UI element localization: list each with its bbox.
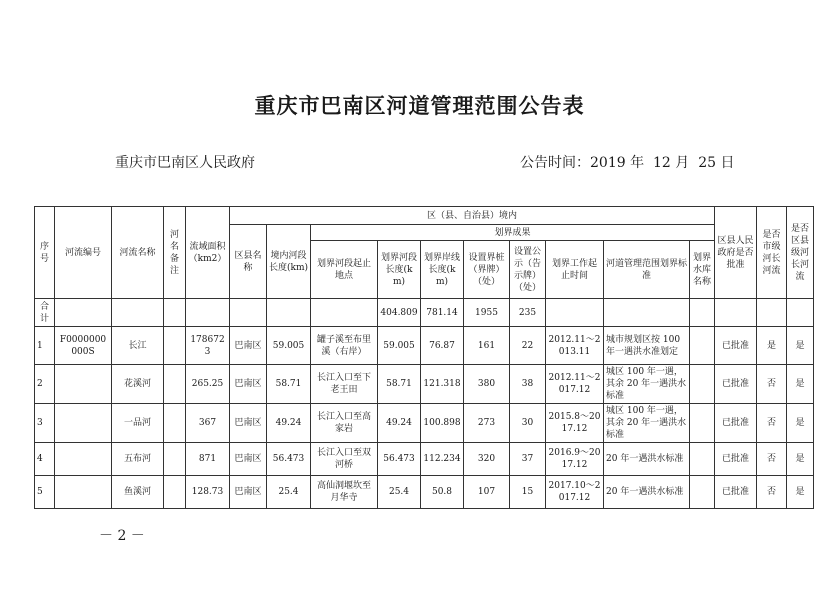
page-title: 重庆市巴南区河道管理范围公告表 xyxy=(254,93,585,118)
row-seq: 2 xyxy=(35,365,55,404)
total-notice-boards: 235 xyxy=(510,299,546,327)
row-river-name: 花溪河 xyxy=(112,365,164,404)
row-river-name: 鱼溪河 xyxy=(112,476,164,509)
table-row xyxy=(35,404,814,443)
row-district: 巴南区 xyxy=(230,443,267,476)
row-length: 49.24 xyxy=(267,404,311,443)
row-segment-points: 罐子溪至布里溪（右岸） xyxy=(311,327,378,365)
header-bank-length: 划界岸线长度(km) xyxy=(421,241,464,299)
row-segment-length: 58.71 xyxy=(378,365,421,404)
header-district-name: 区县名称 xyxy=(230,225,267,299)
row-length: 58.71 xyxy=(267,365,311,404)
announcement-date xyxy=(520,152,734,172)
row-length: 56.473 xyxy=(267,443,311,476)
row-segment-points: 长江入口至下老王田 xyxy=(311,365,378,404)
row-bank-length: 76.87 xyxy=(421,327,464,365)
header-markers: 设置界桩（界牌）（处） xyxy=(464,241,510,299)
row-district-chief: 是 xyxy=(787,365,814,404)
row-notice-boards: 22 xyxy=(510,327,546,365)
row-segment-points: 长江入口至高家岩 xyxy=(311,404,378,443)
row-river-code xyxy=(55,476,112,509)
date-day: 25 xyxy=(698,155,717,171)
row-reservoir xyxy=(690,443,715,476)
row-approved: 已批准 xyxy=(715,476,757,509)
row-note xyxy=(164,476,186,509)
row-district-chief: 是 xyxy=(787,476,814,509)
table-row xyxy=(35,327,814,365)
row-reservoir xyxy=(690,404,715,443)
row-reservoir xyxy=(690,327,715,365)
row-segment-points: 高仙洞堰坎至月华寺 xyxy=(311,476,378,509)
row-notice-boards: 38 xyxy=(510,365,546,404)
header-city-chief: 是否市级河长河流 xyxy=(757,207,787,299)
header-seq: 序号 xyxy=(35,207,55,299)
table-row xyxy=(35,476,814,509)
header-region-scope: 区（县、自治县）境内 xyxy=(230,207,715,225)
row-markers: 320 xyxy=(464,443,510,476)
row-approved: 已批准 xyxy=(715,404,757,443)
row-standard: 城区 100 年一遇，其余 20 年一遇洪水标准 xyxy=(604,404,690,443)
row-river-name: 一品河 xyxy=(112,404,164,443)
date-month: 12 xyxy=(653,155,671,171)
river-boundary-table xyxy=(34,206,814,509)
row-river-code xyxy=(55,404,112,443)
row-basin-area: 871 xyxy=(186,443,230,476)
row-seq: 5 xyxy=(35,476,55,509)
row-seq: 1 xyxy=(35,327,55,365)
header-segment-points: 划界河段起止地点 xyxy=(311,241,378,299)
row-basin-area: 128.73 xyxy=(186,476,230,509)
row-bank-length: 112.234 xyxy=(421,443,464,476)
row-note xyxy=(164,327,186,365)
row-seq: 3 xyxy=(35,404,55,443)
header-notice-boards: 设置公示（告示牌）（处） xyxy=(510,241,546,299)
row-approved: 已批准 xyxy=(715,327,757,365)
row-standard: 城区 100 年一遇，其余 20 年一遇洪水标准 xyxy=(604,365,690,404)
row-district-chief: 是 xyxy=(787,404,814,443)
header-length: 境内河段长度(km) xyxy=(267,225,311,299)
row-basin-area: 367 xyxy=(186,404,230,443)
row-work-period: 2015.8～2017.12 xyxy=(546,404,604,443)
row-length: 25.4 xyxy=(267,476,311,509)
total-bank-length: 781.14 xyxy=(421,299,464,327)
row-length: 59.005 xyxy=(267,327,311,365)
row-segment-length: 25.4 xyxy=(378,476,421,509)
row-segment-length: 49.24 xyxy=(378,404,421,443)
header-river-code: 河流编号 xyxy=(55,207,112,299)
row-basin-area: 265.25 xyxy=(186,365,230,404)
issuer: 重庆市巴南区人民政府 xyxy=(115,155,255,171)
row-bank-length: 50.8 xyxy=(421,476,464,509)
total-markers: 1955 xyxy=(464,299,510,327)
row-bank-length: 100.898 xyxy=(421,404,464,443)
header-work-period: 划界工作起止时间 xyxy=(546,241,604,299)
row-reservoir xyxy=(690,365,715,404)
row-district: 巴南区 xyxy=(230,476,267,509)
row-markers: 107 xyxy=(464,476,510,509)
row-reservoir xyxy=(690,476,715,509)
row-work-period: 2012.11～2013.11 xyxy=(546,327,604,365)
table-body xyxy=(35,327,814,509)
header-segment-length: 划界河段长度(km) xyxy=(378,241,421,299)
row-district-chief: 是 xyxy=(787,327,814,365)
row-district: 巴南区 xyxy=(230,404,267,443)
header-standard: 河道管理范围划界标准 xyxy=(604,241,690,299)
row-standard: 20 年一遇洪水标准 xyxy=(604,443,690,476)
row-notice-boards: 30 xyxy=(510,404,546,443)
date-year-unit: 年 xyxy=(630,155,645,171)
row-work-period: 2012.11～2017.12 xyxy=(546,365,604,404)
row-river-code xyxy=(55,443,112,476)
date-month-unit: 月 xyxy=(675,155,690,171)
table-row xyxy=(35,443,814,476)
row-district: 巴南区 xyxy=(230,327,267,365)
total-label: 合计 xyxy=(35,299,55,327)
row-note xyxy=(164,404,186,443)
row-river-code xyxy=(55,365,112,404)
row-segment-points: 长江入口至双河桥 xyxy=(311,443,378,476)
row-district: 巴南区 xyxy=(230,365,267,404)
header-approved: 区县人民政府是否批准 xyxy=(715,207,757,299)
table-row xyxy=(35,365,814,404)
header-row-1 xyxy=(35,207,814,225)
header-river-name: 河流名称 xyxy=(112,207,164,299)
row-standard: 20 年一遇洪水标准 xyxy=(604,476,690,509)
row-note xyxy=(164,443,186,476)
row-work-period: 2017.10～2017.12 xyxy=(546,476,604,509)
row-work-period: 2016.9～2017.12 xyxy=(546,443,604,476)
total-segment-length: 404.809 xyxy=(378,299,421,327)
date-year: 2019 xyxy=(590,155,626,171)
date-label: 公告时间： xyxy=(520,155,590,171)
row-city-chief: 否 xyxy=(757,476,787,509)
row-seq: 4 xyxy=(35,443,55,476)
header-basin-area: 流域面积（km2） xyxy=(186,207,230,299)
row-note xyxy=(164,365,186,404)
row-markers: 161 xyxy=(464,327,510,365)
header-note: 河名备注 xyxy=(164,207,186,299)
row-approved: 已批准 xyxy=(715,443,757,476)
row-segment-length: 56.473 xyxy=(378,443,421,476)
row-basin-area: 1786723 xyxy=(186,327,230,365)
header-reservoir: 划界水库名称 xyxy=(690,241,715,299)
row-notice-boards: 15 xyxy=(510,476,546,509)
row-markers: 273 xyxy=(464,404,510,443)
row-segment-length: 59.005 xyxy=(378,327,421,365)
row-city-chief: 否 xyxy=(757,365,787,404)
total-row xyxy=(35,299,814,327)
row-river-name: 五布河 xyxy=(112,443,164,476)
row-bank-length: 121.318 xyxy=(421,365,464,404)
header-results: 划界成果 xyxy=(311,225,715,241)
row-standard: 城市规划区按 100 年一遇洪水准划定 xyxy=(604,327,690,365)
row-markers: 380 xyxy=(464,365,510,404)
row-city-chief: 是 xyxy=(757,327,787,365)
page-number: － 2 － xyxy=(99,528,145,544)
row-river-name: 长江 xyxy=(112,327,164,365)
row-notice-boards: 37 xyxy=(510,443,546,476)
row-river-code: F0000000000S xyxy=(55,327,112,365)
header-district-chief: 是否区县级河长河流 xyxy=(787,207,814,299)
row-district-chief: 是 xyxy=(787,443,814,476)
row-approved: 已批准 xyxy=(715,365,757,404)
row-city-chief: 否 xyxy=(757,404,787,443)
row-city-chief: 否 xyxy=(757,443,787,476)
date-day-unit: 日 xyxy=(720,155,735,171)
